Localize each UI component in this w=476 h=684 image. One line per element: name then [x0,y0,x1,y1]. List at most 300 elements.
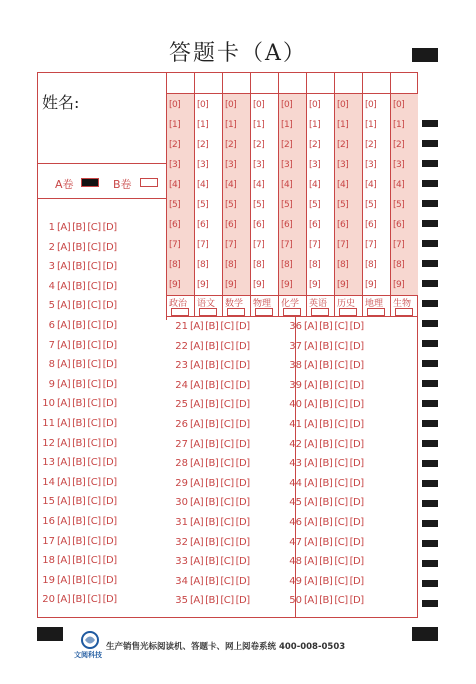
answer-option-bubble[interactable]: [A] [304,477,318,489]
id-digit-bubble[interactable]: [7] [393,240,405,250]
id-digit-bubble[interactable]: [1] [393,120,405,130]
answer-option-bubble[interactable]: [C] [334,517,348,528]
id-digit-bubble[interactable]: [2] [225,140,237,150]
answer-option-bubble[interactable]: [B] [72,496,86,508]
answer-option-bubble[interactable]: [D] [102,516,117,527]
id-digit-bubble[interactable]: [9] [337,280,349,290]
id-digit-bubble[interactable]: [1] [309,120,321,130]
answer-option-bubble[interactable]: [C] [220,399,234,411]
id-digit-bubble[interactable]: [2] [393,140,405,150]
id-digit-bubble[interactable]: [6] [393,220,405,230]
id-digit-bubble[interactable]: [7] [253,240,265,250]
id-digit-bubble[interactable]: [9] [365,280,377,290]
answer-option-bubble[interactable]: [A] [190,477,204,489]
answer-option-bubble[interactable]: [D] [102,535,117,547]
subject-box[interactable] [339,308,357,316]
answer-option-bubble[interactable]: [B] [205,360,219,372]
answer-option-bubble[interactable]: [B] [72,437,86,449]
answer-option-bubble[interactable]: [C] [87,574,101,586]
id-digit-bubble[interactable]: [6] [365,220,377,230]
id-digit-bubble[interactable]: [6] [281,220,293,230]
id-digit-bubble[interactable]: [0] [393,100,405,110]
answer-option-bubble[interactable]: [D] [102,496,117,508]
id-digit-bubble[interactable]: [8] [225,260,237,270]
id-digit-bubble[interactable]: [6] [337,220,349,230]
id-digit-bubble[interactable]: [0] [253,100,265,110]
id-digit-bubble[interactable]: [0] [225,100,237,110]
answer-option-bubble[interactable]: [B] [72,476,86,488]
answer-option-bubble[interactable]: [A] [57,398,71,410]
answer-option-bubble[interactable]: [B] [205,321,219,332]
answer-option-bubble[interactable]: [C] [220,438,234,450]
answer-option-bubble[interactable]: [C] [87,496,101,508]
id-digit-bubble[interactable]: [9] [393,280,405,290]
id-digit-bubble[interactable]: [5] [337,200,349,210]
answer-option-bubble[interactable]: [B] [319,595,333,607]
volume-b-box[interactable] [140,178,158,187]
id-digit-bubble[interactable]: [8] [309,260,321,270]
subject-box[interactable] [255,308,273,316]
answer-option-bubble[interactable]: [B] [319,419,333,430]
answer-option-bubble[interactable]: [B] [319,399,333,411]
answer-option-bubble[interactable]: [B] [72,280,86,292]
answer-option-bubble[interactable]: [D] [102,261,117,273]
id-digit-bubble[interactable]: [3] [365,160,377,170]
subject-box[interactable] [171,308,189,316]
answer-option-bubble[interactable]: [C] [87,516,101,527]
id-digit-bubble[interactable]: [8] [197,260,209,270]
answer-option-bubble[interactable]: [A] [57,594,71,606]
id-digit-bubble[interactable]: [4] [337,180,349,190]
answer-option-bubble[interactable]: [B] [72,516,86,527]
answer-option-bubble[interactable]: [D] [235,419,250,430]
answer-option-bubble[interactable]: [B] [72,555,86,567]
answer-option-bubble[interactable]: [D] [349,497,364,509]
answer-option-bubble[interactable]: [C] [334,399,348,411]
answer-option-bubble[interactable]: [C] [87,476,101,488]
answer-option-bubble[interactable]: [A] [57,261,71,273]
answer-option-bubble[interactable]: [B] [205,536,219,548]
answer-option-bubble[interactable]: [C] [220,556,234,568]
answer-option-bubble[interactable]: [A] [304,497,318,509]
id-digit-bubble[interactable]: [9] [253,280,265,290]
answer-option-bubble[interactable]: [B] [72,378,86,390]
answer-option-bubble[interactable]: [B] [72,359,86,371]
answer-option-bubble[interactable]: [A] [190,595,204,607]
answer-option-bubble[interactable]: [D] [102,222,117,233]
subject-box[interactable] [395,308,413,316]
answer-option-bubble[interactable]: [D] [102,457,117,469]
id-digit-bubble[interactable]: [3] [393,160,405,170]
id-digit-bubble[interactable]: [6] [225,220,237,230]
answer-option-bubble[interactable]: [D] [349,458,364,470]
id-digit-bubble[interactable]: [7] [281,240,293,250]
answer-option-bubble[interactable]: [C] [87,555,101,567]
id-digit-bubble[interactable]: [3] [253,160,265,170]
answer-option-bubble[interactable]: [B] [72,418,86,429]
answer-option-bubble[interactable]: [A] [190,379,204,391]
answer-option-bubble[interactable]: [C] [334,497,348,509]
answer-option-bubble[interactable]: [B] [319,477,333,489]
answer-option-bubble[interactable]: [D] [102,320,117,331]
id-digit-bubble[interactable]: [4] [253,180,265,190]
answer-option-bubble[interactable]: [D] [102,300,117,312]
answer-option-bubble[interactable]: [D] [349,517,364,528]
answer-option-bubble[interactable]: [A] [57,241,71,253]
volume-a-box[interactable] [81,178,99,187]
answer-option-bubble[interactable]: [A] [57,418,71,429]
answer-option-bubble[interactable]: [D] [235,536,250,548]
answer-option-bubble[interactable]: [C] [220,575,234,587]
answer-option-bubble[interactable]: [A] [190,556,204,568]
id-digit-bubble[interactable]: [1] [281,120,293,130]
answer-option-bubble[interactable]: [D] [349,438,364,450]
answer-option-bubble[interactable]: [B] [205,595,219,607]
answer-option-bubble[interactable]: [B] [72,261,86,273]
answer-option-bubble[interactable]: [A] [304,379,318,391]
id-digit-bubble[interactable]: [8] [337,260,349,270]
answer-option-bubble[interactable]: [A] [57,280,71,292]
answer-option-bubble[interactable]: [B] [72,535,86,547]
answer-option-bubble[interactable]: [B] [72,222,86,233]
answer-option-bubble[interactable]: [B] [72,300,86,312]
answer-option-bubble[interactable]: [C] [220,340,234,352]
answer-option-bubble[interactable]: [B] [72,398,86,410]
answer-option-bubble[interactable]: [B] [319,321,333,332]
answer-option-bubble[interactable]: [A] [304,536,318,548]
answer-option-bubble[interactable]: [D] [235,340,250,352]
id-digit-bubble[interactable]: [5] [197,200,209,210]
answer-option-bubble[interactable]: [C] [220,360,234,372]
id-digit-bubble[interactable]: [5] [393,200,405,210]
id-digit-bubble[interactable]: [6] [309,220,321,230]
answer-option-bubble[interactable]: [C] [334,360,348,372]
id-digit-bubble[interactable]: [2] [365,140,377,150]
answer-option-bubble[interactable]: [A] [57,378,71,390]
id-digit-bubble[interactable]: [5] [281,200,293,210]
answer-option-bubble[interactable]: [D] [102,378,117,390]
id-digit-bubble[interactable]: [9] [281,280,293,290]
answer-option-bubble[interactable]: [D] [349,360,364,372]
id-digit-bubble[interactable]: [2] [337,140,349,150]
answer-option-bubble[interactable]: [A] [190,419,204,430]
id-digit-bubble[interactable]: [7] [225,240,237,250]
answer-option-bubble[interactable]: [A] [57,457,71,469]
answer-option-bubble[interactable]: [D] [349,321,364,332]
answer-option-bubble[interactable]: [C] [334,321,348,332]
subject-box[interactable] [283,308,301,316]
answer-option-bubble[interactable]: [A] [57,437,71,449]
id-digit-bubble[interactable]: [6] [169,220,181,230]
answer-option-bubble[interactable]: [B] [319,536,333,548]
id-digit-bubble[interactable]: [3] [309,160,321,170]
id-digit-bubble[interactable]: [4] [309,180,321,190]
answer-option-bubble[interactable]: [B] [319,438,333,450]
id-digit-bubble[interactable]: [3] [169,160,181,170]
answer-option-bubble[interactable]: [B] [319,379,333,391]
answer-option-bubble[interactable]: [B] [205,517,219,528]
answer-option-bubble[interactable]: [A] [304,438,318,450]
answer-option-bubble[interactable]: [C] [87,359,101,371]
subject-box[interactable] [227,308,245,316]
id-digit-bubble[interactable]: [0] [309,100,321,110]
answer-option-bubble[interactable]: [B] [319,556,333,568]
id-digit-bubble[interactable]: [5] [169,200,181,210]
id-digit-bubble[interactable]: [0] [197,100,209,110]
id-digit-bubble[interactable]: [9] [225,280,237,290]
id-digit-bubble[interactable]: [0] [337,100,349,110]
answer-option-bubble[interactable]: [D] [235,458,250,470]
answer-option-bubble[interactable]: [D] [349,477,364,489]
id-digit-bubble[interactable]: [7] [337,240,349,250]
answer-option-bubble[interactable]: [B] [205,438,219,450]
answer-option-bubble[interactable]: [A] [190,399,204,411]
id-digit-bubble[interactable]: [1] [225,120,237,130]
answer-option-bubble[interactable]: [D] [349,595,364,607]
answer-option-bubble[interactable]: [C] [220,321,234,332]
answer-option-bubble[interactable]: [A] [57,359,71,371]
answer-option-bubble[interactable]: [B] [72,574,86,586]
subject-box[interactable] [311,308,329,316]
answer-option-bubble[interactable]: [C] [220,497,234,509]
answer-option-bubble[interactable]: [B] [72,339,86,351]
id-digit-bubble[interactable]: [7] [169,240,181,250]
answer-option-bubble[interactable]: [D] [235,321,250,332]
answer-option-bubble[interactable]: [D] [349,379,364,391]
id-digit-bubble[interactable]: [0] [169,100,181,110]
answer-option-bubble[interactable]: [A] [304,360,318,372]
subject-box[interactable] [199,308,217,316]
answer-option-bubble[interactable]: [B] [319,517,333,528]
id-digit-bubble[interactable]: [4] [393,180,405,190]
answer-option-bubble[interactable]: [D] [235,575,250,587]
answer-option-bubble[interactable]: [A] [190,575,204,587]
id-digit-bubble[interactable]: [2] [309,140,321,150]
id-digit-bubble[interactable]: [8] [365,260,377,270]
id-digit-bubble[interactable]: [8] [393,260,405,270]
answer-option-bubble[interactable]: [C] [87,241,101,253]
id-digit-bubble[interactable]: [3] [281,160,293,170]
answer-option-bubble[interactable]: [C] [87,378,101,390]
answer-option-bubble[interactable]: [D] [235,595,250,607]
answer-option-bubble[interactable]: [C] [220,419,234,430]
id-digit-bubble[interactable]: [5] [253,200,265,210]
answer-option-bubble[interactable]: [D] [102,398,117,410]
answer-option-bubble[interactable]: [C] [334,575,348,587]
id-digit-bubble[interactable]: [8] [253,260,265,270]
id-digit-bubble[interactable]: [1] [197,120,209,130]
answer-option-bubble[interactable]: [B] [205,419,219,430]
id-digit-bubble[interactable]: [5] [365,200,377,210]
answer-option-bubble[interactable]: [D] [102,418,117,429]
id-digit-bubble[interactable]: [7] [309,240,321,250]
answer-option-bubble[interactable]: [A] [57,555,71,567]
answer-option-bubble[interactable]: [A] [190,340,204,352]
answer-option-bubble[interactable]: [C] [87,457,101,469]
id-digit-bubble[interactable]: [2] [253,140,265,150]
answer-option-bubble[interactable]: [C] [87,437,101,449]
answer-option-bubble[interactable]: [D] [235,360,250,372]
answer-option-bubble[interactable]: [A] [190,517,204,528]
answer-option-bubble[interactable]: [D] [349,399,364,411]
answer-option-bubble[interactable]: [C] [87,418,101,429]
answer-option-bubble[interactable]: [C] [334,419,348,430]
answer-option-bubble[interactable]: [A] [57,535,71,547]
answer-option-bubble[interactable]: [C] [334,379,348,391]
answer-option-bubble[interactable]: [A] [304,399,318,411]
answer-option-bubble[interactable]: [C] [334,536,348,548]
answer-option-bubble[interactable]: [A] [190,360,204,372]
answer-option-bubble[interactable]: [C] [87,398,101,410]
answer-option-bubble[interactable]: [A] [304,517,318,528]
answer-option-bubble[interactable]: [A] [57,300,71,312]
answer-option-bubble[interactable]: [D] [349,340,364,352]
answer-option-bubble[interactable]: [D] [235,399,250,411]
id-digit-bubble[interactable]: [2] [197,140,209,150]
answer-option-bubble[interactable]: [A] [190,438,204,450]
answer-option-bubble[interactable]: [A] [190,458,204,470]
answer-option-bubble[interactable]: [C] [334,595,348,607]
answer-option-bubble[interactable]: [A] [57,574,71,586]
answer-option-bubble[interactable]: [C] [220,536,234,548]
answer-option-bubble[interactable]: [D] [349,575,364,587]
answer-option-bubble[interactable]: [A] [57,222,71,233]
id-digit-bubble[interactable]: [4] [365,180,377,190]
id-digit-bubble[interactable]: [1] [337,120,349,130]
answer-option-bubble[interactable]: [B] [205,477,219,489]
answer-option-bubble[interactable]: [A] [57,339,71,351]
id-digit-bubble[interactable]: [1] [253,120,265,130]
id-digit-bubble[interactable]: [4] [225,180,237,190]
answer-option-bubble[interactable]: [A] [57,476,71,488]
answer-option-bubble[interactable]: [D] [102,437,117,449]
answer-option-bubble[interactable]: [B] [72,457,86,469]
answer-option-bubble[interactable]: [A] [304,321,318,332]
answer-option-bubble[interactable]: [A] [304,340,318,352]
answer-option-bubble[interactable]: [A] [57,496,71,508]
answer-option-bubble[interactable]: [C] [220,379,234,391]
answer-option-bubble[interactable]: [C] [220,517,234,528]
answer-option-bubble[interactable]: [C] [334,556,348,568]
answer-option-bubble[interactable]: [B] [72,594,86,606]
id-digit-bubble[interactable]: [7] [365,240,377,250]
id-digit-bubble[interactable]: [1] [169,120,181,130]
answer-option-bubble[interactable]: [C] [334,477,348,489]
answer-option-bubble[interactable]: [A] [190,536,204,548]
answer-option-bubble[interactable]: [A] [57,516,71,527]
answer-option-bubble[interactable]: [D] [349,419,364,430]
answer-option-bubble[interactable]: [C] [87,280,101,292]
answer-option-bubble[interactable]: [D] [235,497,250,509]
answer-option-bubble[interactable]: [C] [220,477,234,489]
answer-option-bubble[interactable]: [C] [87,320,101,331]
answer-option-bubble[interactable]: [C] [87,535,101,547]
answer-option-bubble[interactable]: [B] [205,340,219,352]
id-digit-bubble[interactable]: [8] [281,260,293,270]
answer-option-bubble[interactable]: [D] [102,574,117,586]
answer-option-bubble[interactable]: [A] [190,497,204,509]
answer-option-bubble[interactable]: [D] [235,517,250,528]
answer-option-bubble[interactable]: [B] [319,497,333,509]
answer-option-bubble[interactable]: [C] [87,339,101,351]
answer-option-bubble[interactable]: [D] [235,556,250,568]
id-digit-bubble[interactable]: [6] [253,220,265,230]
id-digit-bubble[interactable]: [2] [281,140,293,150]
id-digit-bubble[interactable]: [2] [169,140,181,150]
answer-option-bubble[interactable]: [C] [220,458,234,470]
answer-option-bubble[interactable]: [B] [72,320,86,331]
answer-option-bubble[interactable]: [D] [102,339,117,351]
answer-option-bubble[interactable]: [A] [304,595,318,607]
answer-option-bubble[interactable]: [A] [304,575,318,587]
id-digit-bubble[interactable]: [5] [225,200,237,210]
id-digit-bubble[interactable]: [1] [365,120,377,130]
answer-option-bubble[interactable]: [B] [72,241,86,253]
answer-option-bubble[interactable]: [C] [87,261,101,273]
answer-option-bubble[interactable]: [C] [87,222,101,233]
id-digit-bubble[interactable]: [5] [309,200,321,210]
answer-option-bubble[interactable]: [D] [102,280,117,292]
answer-option-bubble[interactable]: [A] [304,556,318,568]
answer-option-bubble[interactable]: [B] [205,458,219,470]
answer-option-bubble[interactable]: [B] [319,575,333,587]
answer-option-bubble[interactable]: [A] [190,321,204,332]
id-digit-bubble[interactable]: [4] [281,180,293,190]
answer-option-bubble[interactable]: [A] [304,458,318,470]
answer-option-bubble[interactable]: [B] [319,340,333,352]
id-digit-bubble[interactable]: [3] [337,160,349,170]
id-digit-bubble[interactable]: [3] [197,160,209,170]
answer-option-bubble[interactable]: [C] [334,340,348,352]
id-digit-bubble[interactable]: [8] [169,260,181,270]
answer-option-bubble[interactable]: [B] [205,575,219,587]
id-digit-bubble[interactable]: [6] [197,220,209,230]
answer-option-bubble[interactable]: [D] [235,438,250,450]
answer-option-bubble[interactable]: [D] [102,555,117,567]
id-digit-bubble[interactable]: [9] [309,280,321,290]
answer-option-bubble[interactable]: [B] [319,458,333,470]
answer-option-bubble[interactable]: [D] [235,379,250,391]
answer-option-bubble[interactable]: [D] [102,241,117,253]
answer-option-bubble[interactable]: [D] [235,477,250,489]
answer-option-bubble[interactable]: [B] [205,379,219,391]
answer-option-bubble[interactable]: [C] [334,438,348,450]
id-digit-bubble[interactable]: [0] [365,100,377,110]
subject-box[interactable] [367,308,385,316]
answer-option-bubble[interactable]: [B] [205,497,219,509]
id-digit-bubble[interactable]: [4] [197,180,209,190]
answer-option-bubble[interactable]: [C] [220,595,234,607]
id-digit-bubble[interactable]: [0] [281,100,293,110]
answer-option-bubble[interactable]: [B] [205,399,219,411]
answer-option-bubble[interactable]: [A] [304,419,318,430]
id-digit-bubble[interactable]: [9] [169,280,181,290]
answer-option-bubble[interactable]: [D] [349,536,364,548]
answer-option-bubble[interactable]: [D] [102,594,117,606]
answer-option-bubble[interactable]: [D] [349,556,364,568]
id-digit-bubble[interactable]: [3] [225,160,237,170]
answer-option-bubble[interactable]: [D] [102,476,117,488]
answer-option-bubble[interactable]: [B] [319,360,333,372]
answer-option-bubble[interactable]: [C] [87,594,101,606]
answer-option-bubble[interactable]: [C] [87,300,101,312]
id-digit-bubble[interactable]: [9] [197,280,209,290]
id-digit-bubble[interactable]: [7] [197,240,209,250]
answer-option-bubble[interactable]: [D] [102,359,117,371]
answer-option-bubble[interactable]: [B] [205,556,219,568]
id-digit-bubble[interactable]: [4] [169,180,181,190]
answer-option-bubble[interactable]: [A] [57,320,71,331]
